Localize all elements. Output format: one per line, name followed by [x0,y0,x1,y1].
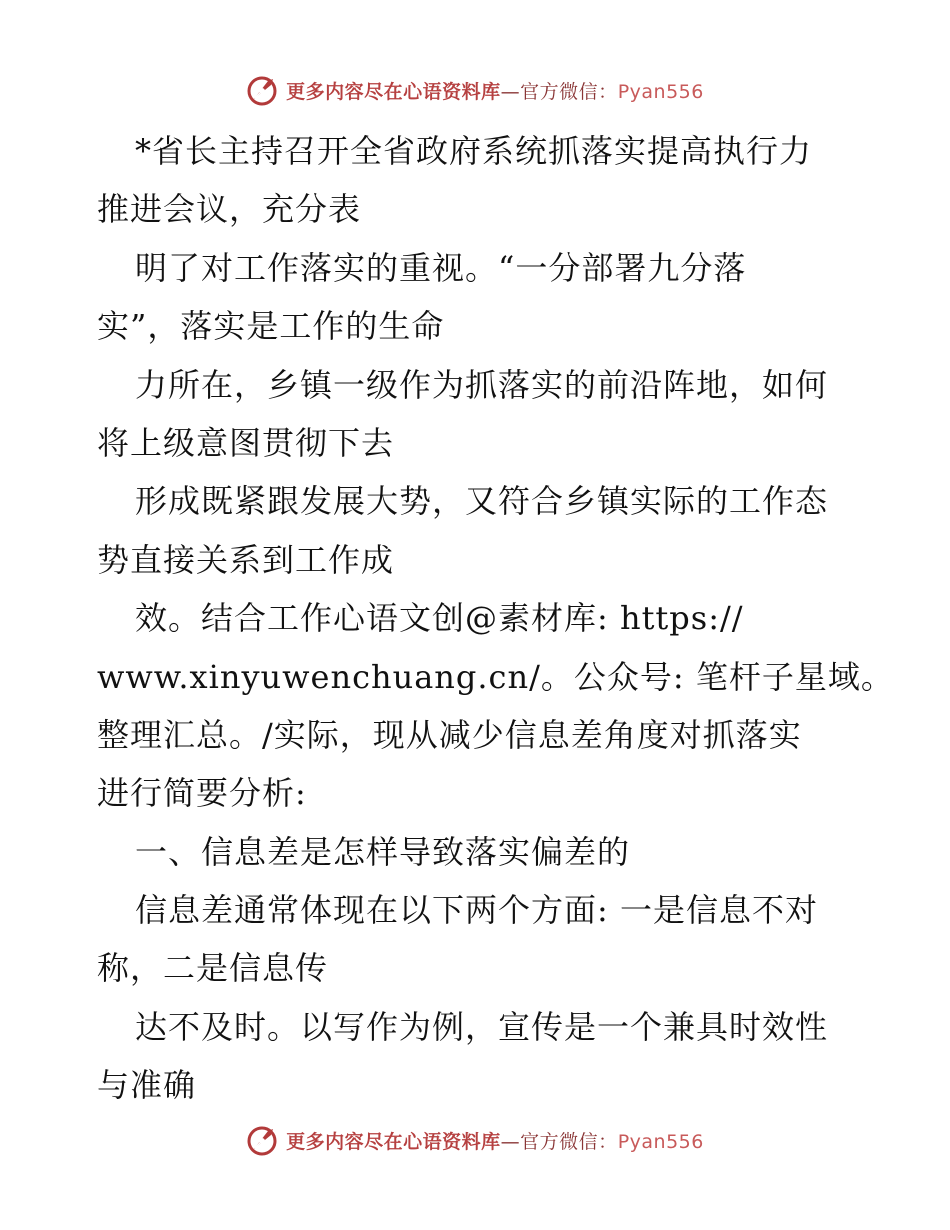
quill-pen-logo-icon [246,73,280,107]
text-line: 力所在，乡镇一级作为抓落实的前沿阵地，如何 [135,365,829,404]
text-line: 称，二是信息传 [97,949,329,988]
footer-watermark [0,1120,950,1160]
text-line: 推进会议，充分表 [97,190,362,229]
text-line: www.xinyuwenchuang.cn/。公众号: 笔杆子星域。 [97,657,894,696]
text-line: 达不及时。以写作为例，宣传是一个兼具时效性 [135,1007,829,1046]
header-watermark [0,70,950,110]
watermark-dash: — [500,80,521,103]
quill-pen-logo-icon [246,1123,280,1157]
document-body [97,122,894,1115]
text-line: 进行简要分析: [97,774,307,813]
watermark-brand: 更多内容尽在心语资料库 [286,80,501,103]
text-line: 明了对工作落实的重视。“一分部署九分落 [135,248,747,287]
watermark-wechat-label: 官方微信： [520,80,618,103]
text-line: 形成既紧跟发展大势，又符合乡镇实际的工作态 [135,482,829,521]
text-line: 效。结合工作心语文创@素材库: https:// [135,599,744,638]
text-line: 信息差通常体现在以下两个方面: 一是信息不对 [135,891,818,930]
watermark-wechat-label: 官方微信： [520,1130,618,1153]
text-line: *省长主持召开全省政府系统抓落实提高执行力 [135,132,813,170]
watermark-text [286,1127,704,1154]
text-line: 整理汇总。/实际，现从减少信息差角度对抓落实 [97,715,802,754]
watermark-brand: 更多内容尽在心语资料库 [286,1130,501,1153]
text-line: 实”，落实是工作的生命 [97,307,445,346]
text-line: 将上级意图贯彻下去 [97,423,395,462]
watermark-text [286,77,704,104]
watermark-wechat-id: Pyan556 [617,80,704,103]
watermark-dash: — [500,1130,521,1153]
section-heading: 一、信息差是怎样导致落实偏差的 [135,832,631,871]
text-line: 势直接关系到工作成 [97,540,395,579]
text-line: 与准确 [97,1066,197,1105]
watermark-wechat-id: Pyan556 [617,1130,704,1153]
